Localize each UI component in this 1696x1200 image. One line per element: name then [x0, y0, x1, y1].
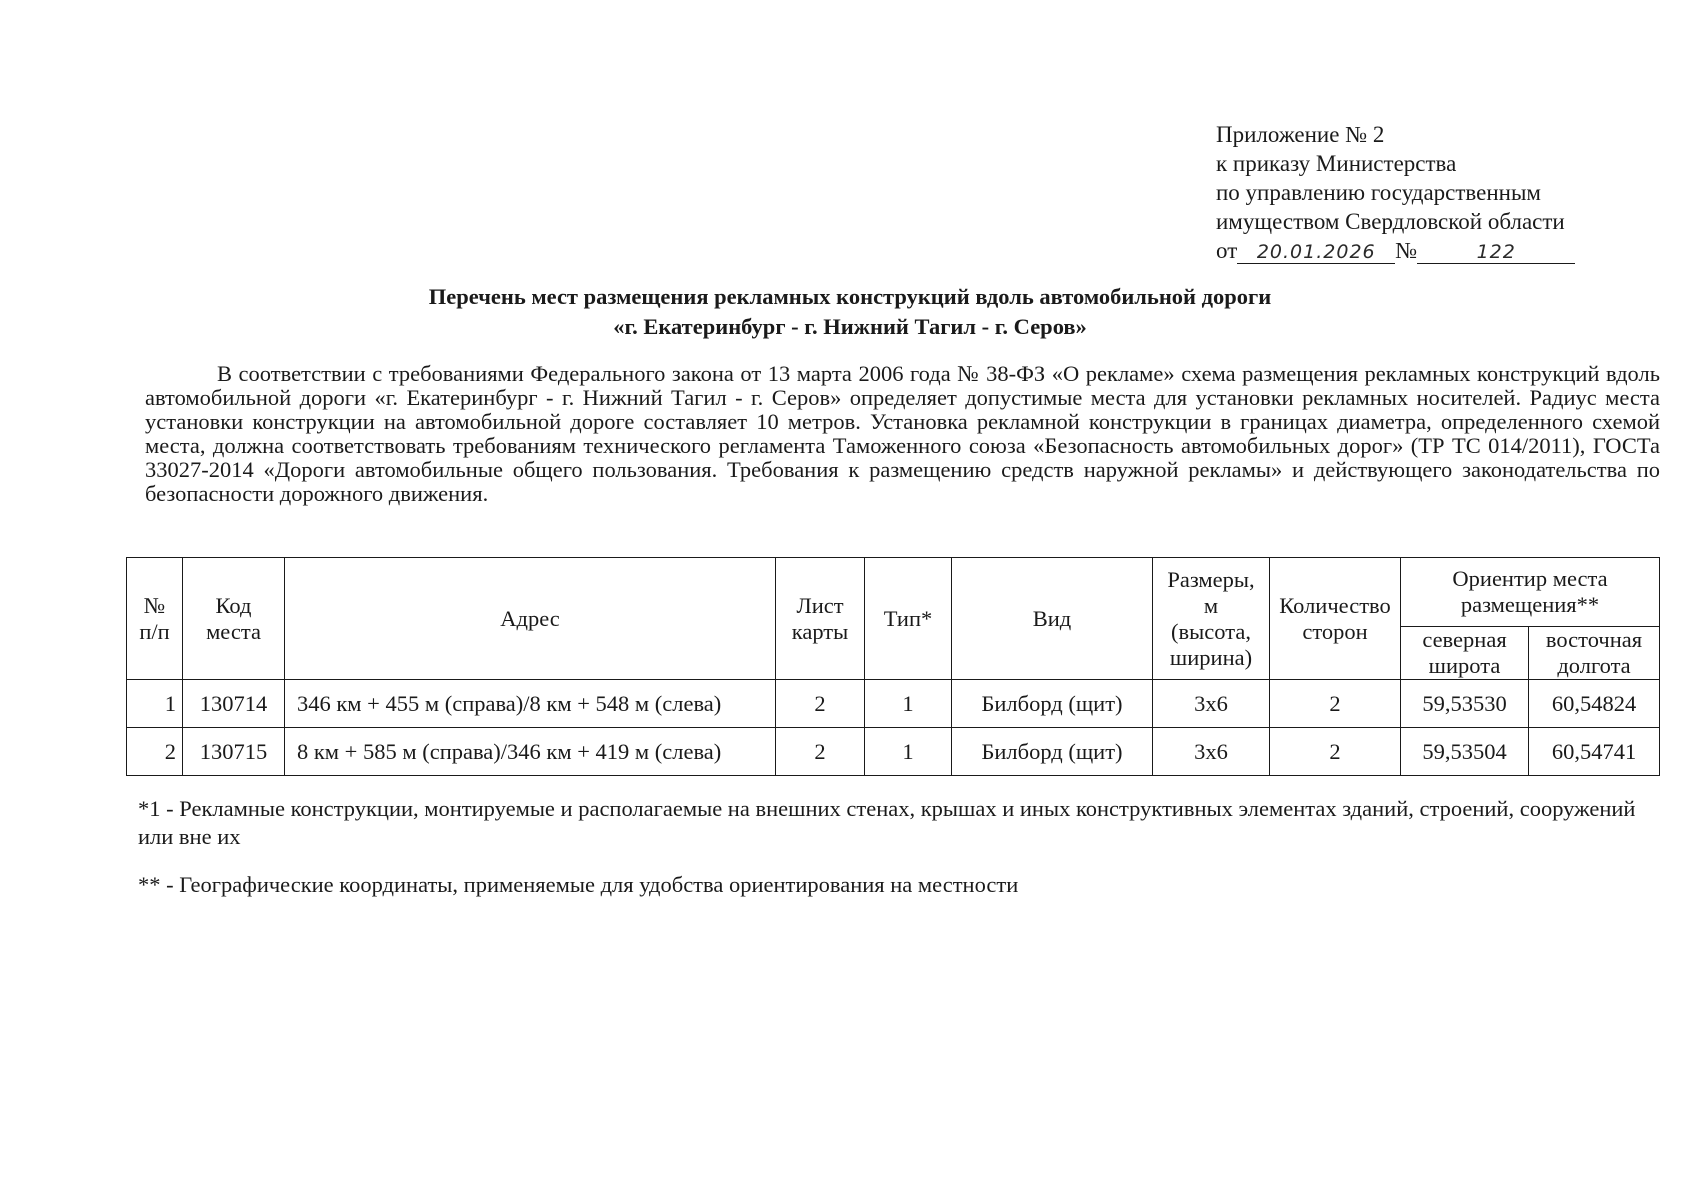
handwritten-number: 122 — [1417, 241, 1575, 264]
header-longitude — [1529, 627, 1660, 680]
header-size — [1153, 558, 1270, 680]
cell-longitude: 60,54824 — [1529, 680, 1660, 728]
cell-sheet: 2 — [776, 728, 865, 776]
header-type: Тип* — [865, 558, 952, 680]
header-num-line-1: № — [143, 592, 166, 618]
header-longitude-line-2: долгота — [1557, 653, 1631, 678]
header-landmark-line-1: Ориентир места — [1452, 566, 1608, 591]
table-row — [127, 728, 1660, 776]
header-longitude-line-1: восточная — [1545, 627, 1643, 652]
handwritten-date: 20.01.2026 — [1237, 241, 1395, 264]
document-title — [150, 282, 1550, 342]
cell-sides: 2 — [1270, 680, 1401, 728]
placement-table — [126, 557, 1660, 776]
header-code-line-1: Код — [215, 592, 252, 618]
cell-code: 130714 — [183, 680, 285, 728]
appendix-line-2: к приказу Министерства — [1216, 151, 1457, 176]
cell-type: 1 — [865, 728, 952, 776]
footnote-2: ** - Географические координаты, применяемые для удобства ориентирования на местности — [138, 872, 1019, 897]
cell-num: 2 — [127, 728, 183, 776]
cell-latitude: 59,53504 — [1401, 728, 1529, 776]
header-num — [127, 558, 183, 680]
header-sheet — [776, 558, 865, 680]
header-sheet-line-1: Лист — [796, 592, 844, 618]
header-code — [183, 558, 285, 680]
header-code-line-2: места — [206, 618, 261, 644]
intro-paragraph: В соответствии с требованиями Федерального закона от 13 марта 2006 года № 38-ФЗ «О рекламе» схема размещения рекламных конструкций вдоль автомобильной дороги «г. Екатеринбург - г. Нижний Тагил - г. Серов» определяет допустимые места для установки рекламных носителей. Радиус места установки конструкции на автомобильной дороге составляет 10 метров. Установка рекламной конструкции в границах диаметра, определенного схемой места, должна соответствовать требованиям технического регламента Таможенного союза «Безопасность автомобильных дорог» (ТР ТС 014/2011), ГОСТа 33027-2014 «Дороги автомобильные общего пользования. Требования к размещению средств наружной рекламы» и действующего законодательства по безопасности дорожного движения. — [145, 361, 1660, 506]
cell-num: 1 — [127, 680, 183, 728]
header-latitude — [1401, 627, 1529, 680]
title-line-2: «г. Екатеринбург - г. Нижний Тагил - г. Серов» — [613, 314, 1087, 339]
appendix-header — [1216, 120, 1596, 265]
header-sides — [1270, 558, 1401, 680]
header-sheet-line-2: карты — [791, 618, 849, 644]
header-latitude-line-2: широта — [1428, 653, 1501, 678]
cell-sheet: 2 — [776, 680, 865, 728]
cell-type: 1 — [865, 680, 952, 728]
header-landmark-line-2: размещения** — [1460, 592, 1600, 617]
footnote-1: *1 - Рекламные конструкции, монтируемые и располагаемые на внешних стенах, крышах и иных конструктивных элементах зданий, строений, сооружений или вне их — [138, 796, 1636, 849]
cell-latitude: 59,53530 — [1401, 680, 1529, 728]
cell-code: 130715 — [183, 728, 285, 776]
appendix-line-4: имуществом Свердловской области — [1216, 209, 1565, 234]
number-label: № — [1395, 238, 1418, 263]
header-sides-line-1: Количество — [1279, 592, 1391, 618]
header-landmark — [1401, 558, 1660, 627]
cell-address: 346 км + 455 м (справа)/8 км + 548 м (слева) — [285, 680, 776, 728]
title-line-1: Перечень мест размещения рекламных конструкций вдоль автомобильной дороги — [428, 284, 1272, 309]
cell-kind: Билборд (щит) — [952, 728, 1153, 776]
cell-address: 8 км + 585 м (справа)/346 км + 419 м (слева) — [285, 728, 776, 776]
cell-sides: 2 — [1270, 728, 1401, 776]
header-sides-line-2: сторон — [1302, 618, 1368, 644]
appendix-line-3: по управлению государственным — [1216, 180, 1541, 205]
cell-longitude: 60,54741 — [1529, 728, 1660, 776]
cell-size: 3x6 — [1153, 680, 1270, 728]
footnotes — [138, 795, 1658, 919]
appendix-line-1: Приложение № 2 — [1216, 122, 1385, 147]
header-kind: Вид — [952, 558, 1153, 680]
cell-kind: Билборд (щит) — [952, 680, 1153, 728]
header-size-line-4: ширина) — [1169, 644, 1253, 670]
table-row — [127, 680, 1660, 728]
header-size-line-3: (высота, — [1171, 618, 1251, 644]
cell-size: 3x6 — [1153, 728, 1270, 776]
header-latitude-line-1: северная — [1422, 627, 1507, 652]
header-size-line-1: Размеры, — [1167, 566, 1255, 592]
header-address: Адрес — [285, 558, 776, 680]
appendix-date-number-line — [1216, 236, 1596, 265]
header-num-line-2: п/п — [139, 618, 170, 644]
header-size-line-2: м — [1203, 592, 1219, 618]
from-label: от — [1216, 238, 1238, 263]
